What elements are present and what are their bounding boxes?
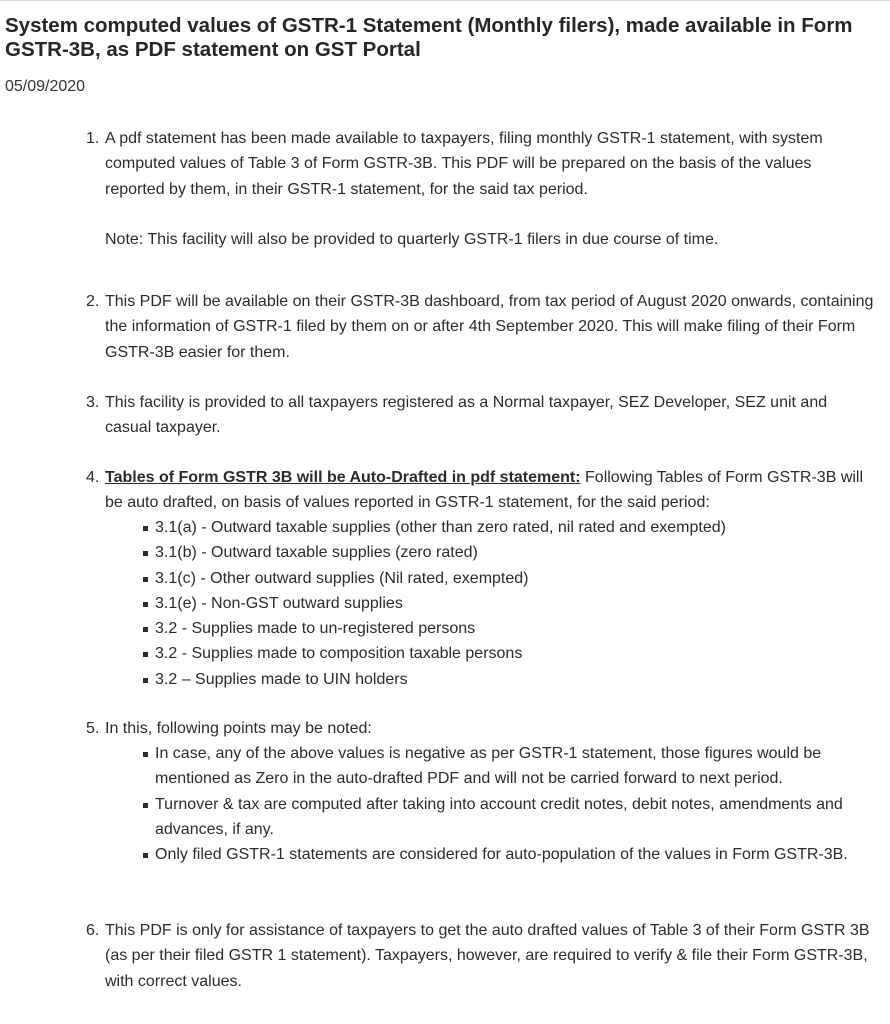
bullet-item: 3.1(b) - Outward taxable supplies (zero rated) — [155, 540, 877, 565]
list-number: 3. — [86, 394, 100, 411]
bullet-square-icon — [143, 803, 148, 808]
bullet-square-icon — [143, 526, 148, 531]
bullet-square-icon — [143, 577, 148, 582]
list-number: 2. — [86, 293, 100, 310]
publish-date: 05/09/2020 — [5, 78, 86, 95]
list-item-text — [105, 465, 875, 516]
bullet-item: 3.2 – Supplies made to UIN holders — [155, 667, 877, 692]
tables-intro-text: Following Tables of Form GSTR-3B will be auto drafted, on basis of values reported in GSTR-1 statement, for the said period: — [105, 469, 864, 512]
bullet-item: 3.1(e) - Non-GST outward supplies — [155, 591, 877, 616]
bullet-item: 3.2 - Supplies made to composition taxable persons — [155, 641, 877, 666]
bullet-square-icon — [143, 551, 148, 556]
list-number: 1. — [86, 130, 100, 147]
list-number: 6. — [86, 922, 100, 939]
tables-heading: Tables of Form GSTR 3B will be Auto-Drafted in pdf statement: — [105, 469, 581, 486]
bullet-square-icon — [143, 752, 148, 757]
bullet-square-icon — [143, 678, 148, 683]
points-bullet-list — [155, 741, 877, 867]
bullet-square-icon — [143, 652, 148, 657]
bullet-item: Turnover & tax are computed after taking into account credit notes, debit notes, amendments and advances, if any. — [155, 792, 877, 843]
tables-bullet-list — [155, 515, 877, 692]
bullet-item: 3.1(c) - Other outward supplies (Nil rated, exempted) — [155, 566, 877, 591]
list-number: 5. — [86, 720, 100, 737]
bullet-square-icon — [143, 602, 148, 607]
list-item-text: This PDF will be available on their GSTR-3B dashboard, from tax period of August 2020 onwards, containing the information of GSTR-1 filed by them on or after 4th September 2020. This will make filing of their Form GSTR-3B easier for them. — [105, 293, 874, 361]
list-item-text: A pdf statement has been made available to taxpayers, filing monthly GSTR-1 statement, with system computed values of Table 3 of Form GSTR-3B. This PDF will be prepared on the basis of the values reported by them, in their GSTR-1 statement, for the said tax period. — [105, 130, 823, 198]
bullet-item: Only filed GSTR-1 statements are considered for auto-population of the values in Form GSTR-3B. — [155, 842, 877, 867]
bullet-item: 3.1(a) - Outward taxable supplies (other than zero rated, nil rated and exempted) — [155, 515, 877, 540]
bullet-square-icon — [143, 853, 148, 858]
list-item-text: This PDF is only for assistance of taxpayers to get the auto drafted values of Table 3 of their Form GSTR 3B (as per their filed GSTR 1 statement). Taxpayers, however, are required to verify & file their Form GSTR-3B, with correct values. — [105, 922, 870, 990]
note-text: Note: This facility will also be provided to quarterly GSTR-1 filers in due course of time. — [105, 231, 719, 248]
list-number: 4. — [86, 469, 100, 486]
bullet-item: 3.2 - Supplies made to un-registered persons — [155, 616, 877, 641]
bullet-square-icon — [143, 627, 148, 632]
top-divider — [0, 0, 890, 1]
page-title: System computed values of GSTR-1 Statement (Monthly filers), made available in Form GSTR-3B, as PDF statement on GST Portal — [5, 14, 853, 61]
bullet-item: In case, any of the above values is negative as per GSTR-1 statement, those figures would be mentioned as Zero in the auto-drafted PDF and will not be carried forward to next period. — [155, 741, 877, 792]
list-item-text: In this, following points may be noted: — [105, 720, 372, 737]
list-item-text: This facility is provided to all taxpayers registered as a Normal taxpayer, SEZ Developer, SEZ unit and casual taxpayer. — [105, 394, 828, 437]
